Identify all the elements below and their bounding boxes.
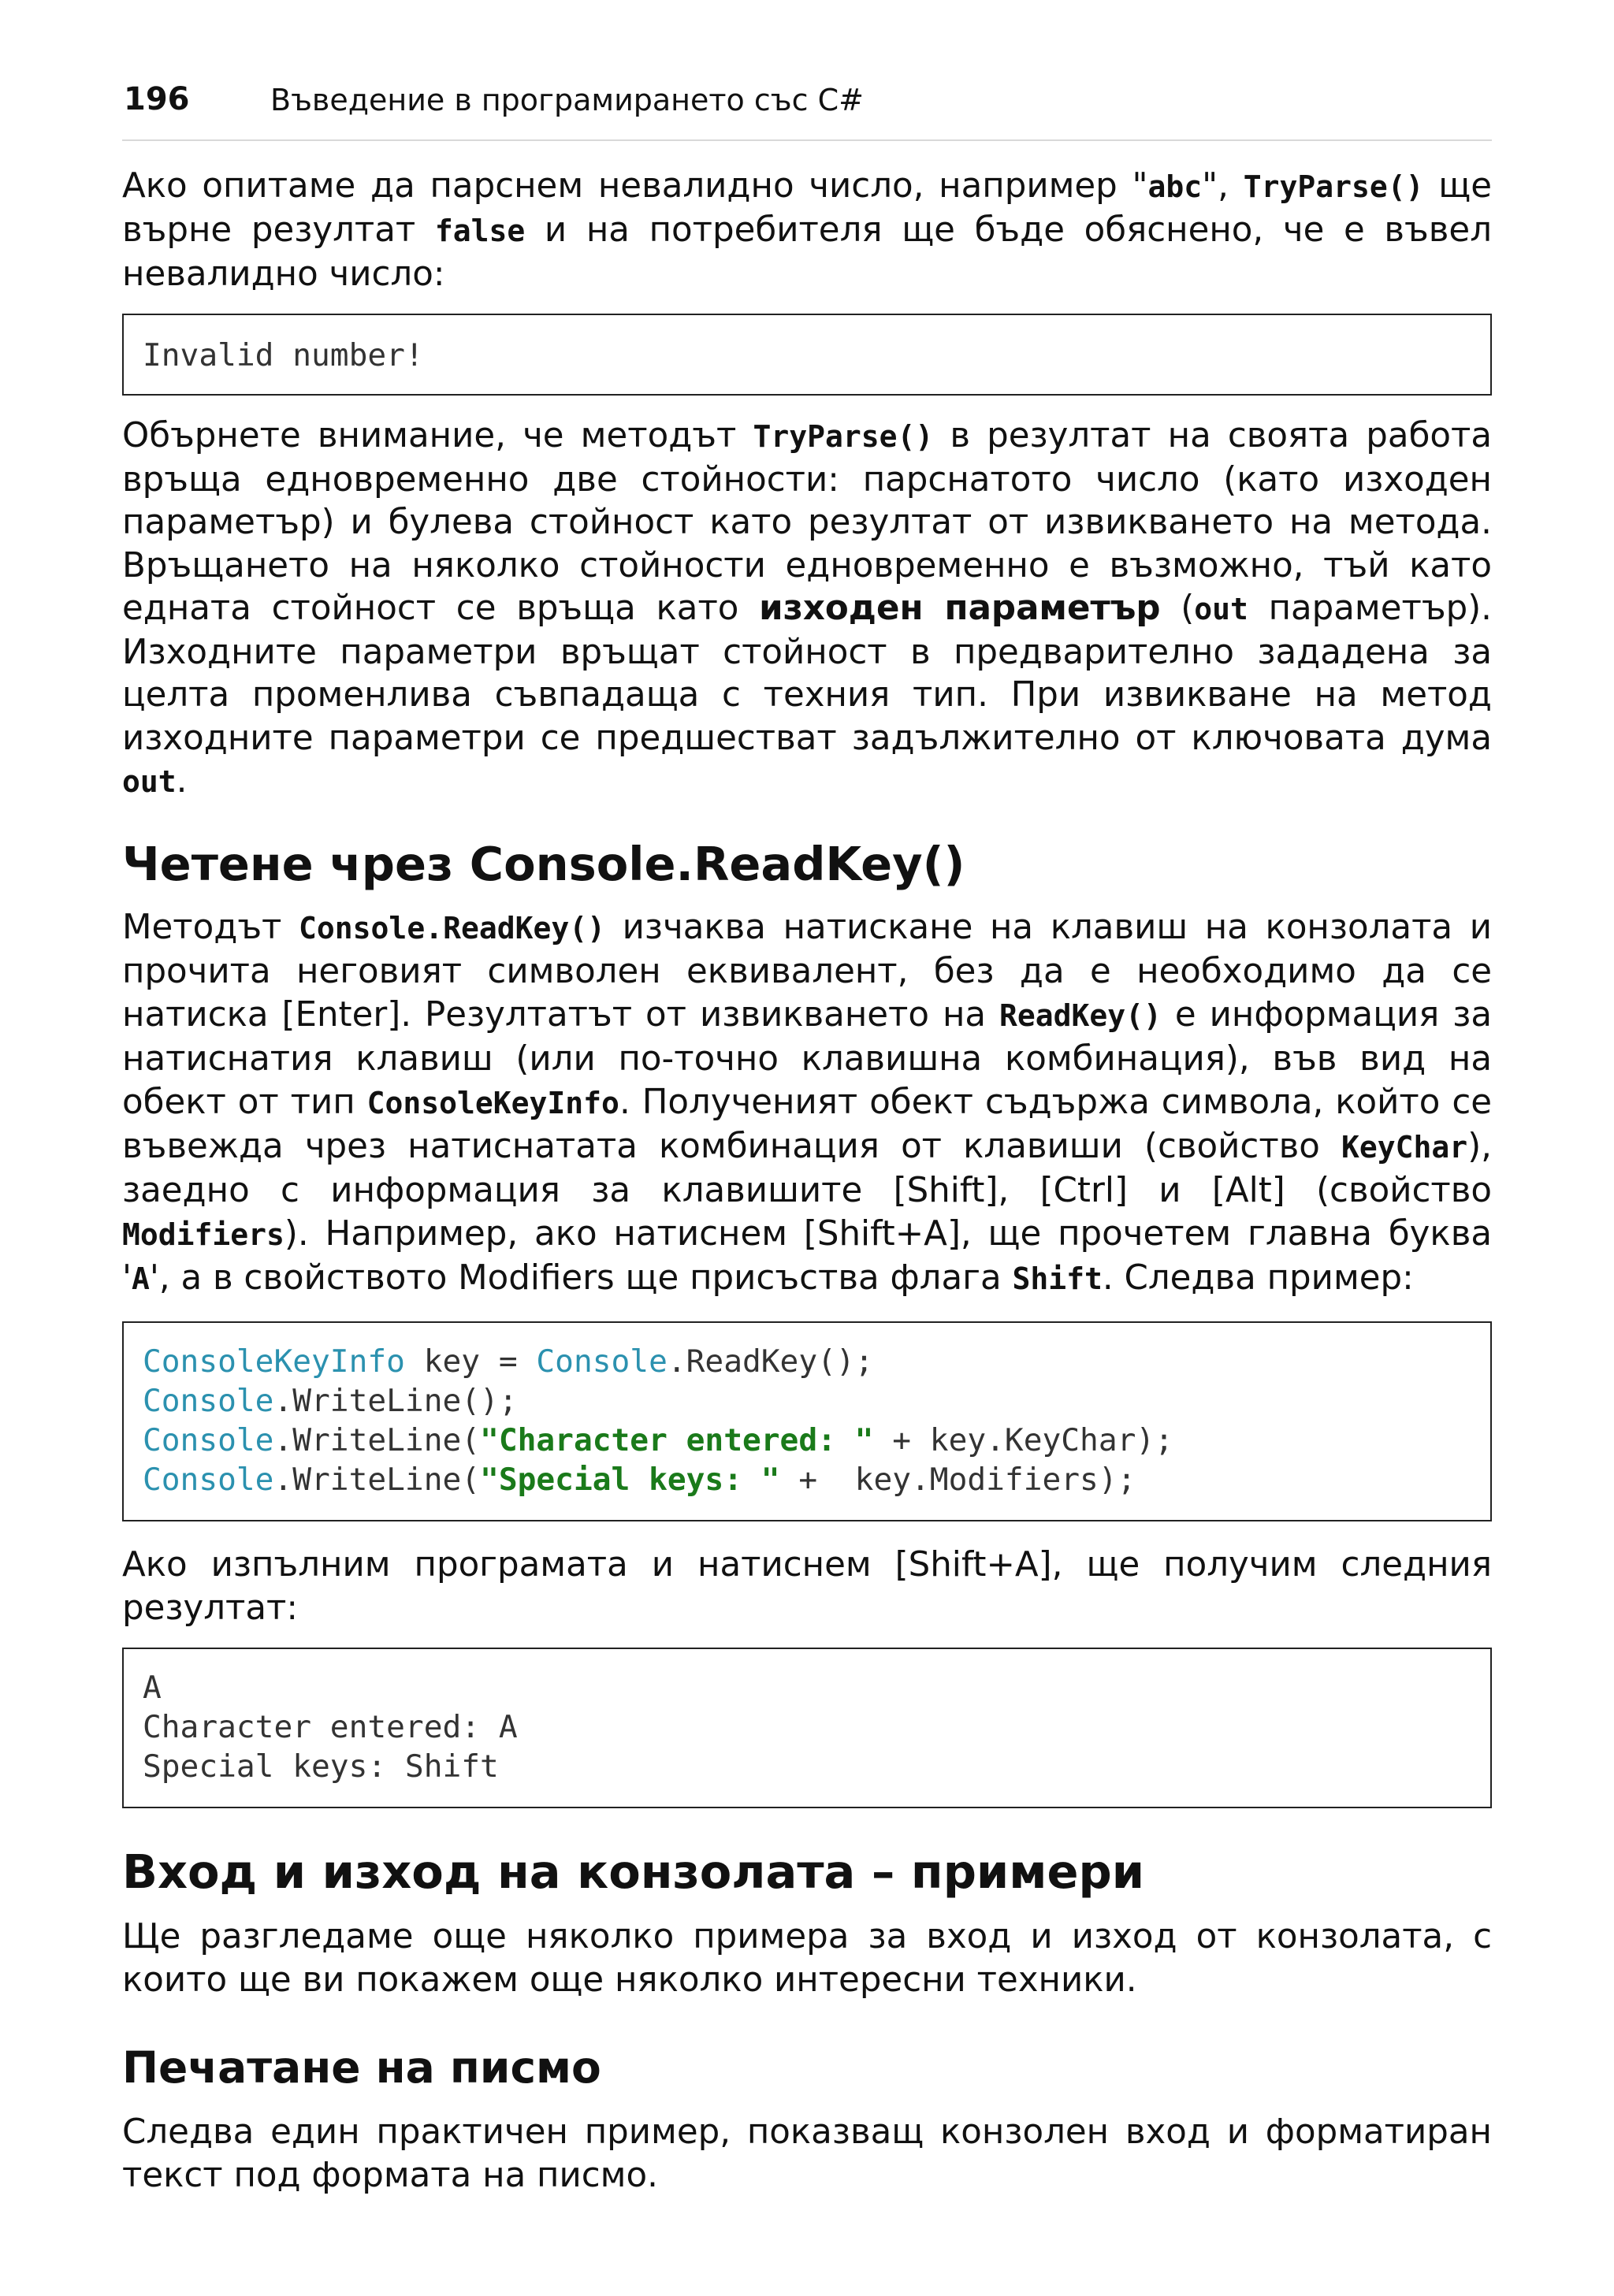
inline-code: Console.ReadKey() [299, 910, 605, 946]
inline-code: out [1194, 592, 1248, 626]
inline-code: TryParse() [1243, 169, 1424, 204]
paragraph-readkey: Методът Console.ReadKey() изчаква натискане на клавиш на конзолата и прочита неговият символен еквивалент, без да е необходимо да се натиска [Enter]. Резултатът от извикването на ReadKey() е информация за натиснатия клавиш (или по-точно клавишна комбинация), във вид на обект от тип ConsoleKeyInfo. Полученият обект съдържа символа, който се въвежда чрез натиснатата комбинация от клавиши (свойство KeyChar), заедно с информация за клавишите [Shift], [Ctrl] и [Alt] (свойство Modifiers). Например, ако натиснем [Shift+A], ще прочетем главна буква 'A', а в свойството Modifiers ще присъства флага Shift. Следва пример: [122, 907, 1492, 1298]
running-title: Въведение в програмирането със C# [270, 83, 864, 117]
section-heading-readkey: Четене чрез Console.ReadKey() [122, 836, 965, 891]
inline-code: Shift [1012, 1261, 1103, 1296]
inline-code: out [122, 764, 177, 799]
page-number: 196 [124, 81, 190, 117]
inline-code: TryParse() [753, 419, 934, 454]
inline-code: ReadKey() [999, 998, 1162, 1033]
inline-code: ConsoleKeyInfo [366, 1085, 619, 1120]
inline-code: KeyChar [1341, 1129, 1468, 1165]
section-heading-examples: Вход и изход на конзолата – примери [122, 1844, 1145, 1899]
page [122, 75, 1492, 2198]
console-output-invalid: Invalid number! [122, 314, 1492, 396]
code-listing-readkey: ConsoleKeyInfo key = Console.ReadKey(); Console.WriteLine(); Console.WriteLine("Character entered: " + key.KeyChar); Console.WriteLine("Special keys: " + key.Modifiers); [122, 1321, 1492, 1521]
inline-code: A [131, 1261, 150, 1296]
console-output-readkey: A Character entered: A Special keys: Shift [122, 1648, 1492, 1808]
page-header [122, 75, 1492, 141]
paragraph-letter-intro: Следва един практичен пример, показващ конзолен вход и форматиран текст под формата на писмо. [122, 2112, 1492, 2195]
paragraph-out-parameters: Обърнете внимание, че методът TryParse() в резултат на своята работа връща едновременно две стойности: парснатото число (като изходен параметър) и булева стойност като резултат от извикването на метода. Връщането на няколко стойности едновременно е възможно, тъй като едната стойност се връща като изходен параметър (out параметър). Изходните параметри връщат стойност в предварително зададена за целта променлива съвпадаща с техния тип. При извикване на метод изходните параметри се предшестват задължително от ключовата дума out. [122, 416, 1493, 801]
bold-term: изходен параметър [759, 589, 1161, 628]
inline-code: abc [1147, 169, 1203, 204]
inline-code: false [434, 214, 526, 248]
subsection-heading-letter: Печатане на писмо [122, 2042, 601, 2093]
paragraph-run-result: Ако изпълним програмата и натиснем [Shift+A], ще получим следния резултат: [122, 1544, 1492, 1628]
paragraph-invalid-number: Ако опитаме да парснем невалидно число, например "abc", TryParse() ще върне резултат false и на потребителя ще бъде обяснено, че е въвел невалидно число: [122, 166, 1493, 294]
inline-code: Modifiers [122, 1217, 284, 1252]
paragraph-examples-intro: Ще разгледаме още няколко примера за вход и изход от конзолата, с които ще ви покажем още няколко интересни техники. [122, 1916, 1492, 2000]
